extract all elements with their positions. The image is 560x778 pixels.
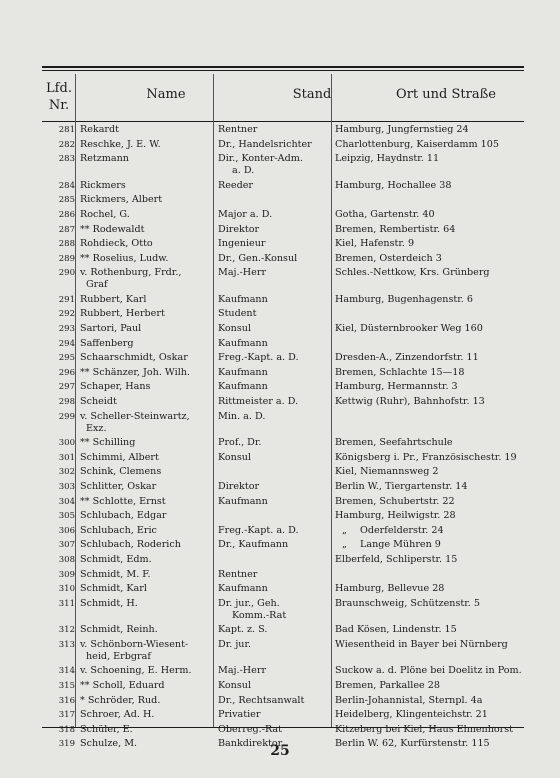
top-rule-thin: [42, 70, 524, 71]
row-name: Schmidt, M. F.: [80, 568, 151, 580]
row-name: v. Schönborn-Wiesent-: [80, 638, 189, 650]
row-ort-ditto: „: [342, 524, 347, 536]
row-stand: Dr. jur.: [218, 638, 252, 650]
row-number: 289: [58, 253, 75, 264]
header-name: Name: [146, 87, 186, 102]
row-name: Rohdieck, Otto: [80, 238, 153, 250]
table-row: [42, 598, 524, 625]
table-row: [42, 267, 524, 294]
row-name: ** Roselius, Ludw.: [80, 252, 169, 264]
row-ort: Heidelberg, Klingenteichstr. 21: [335, 709, 488, 721]
row-name: v. Schoening, E. Herm.: [80, 665, 192, 677]
row-name: Schroer, Ad. H.: [80, 709, 155, 721]
row-name: Schüler, E.: [80, 723, 133, 735]
header-stand: Stand: [292, 87, 332, 102]
row-stand: Dir., Konter-Adm.: [218, 153, 303, 165]
row-number: 287: [58, 224, 75, 235]
row-stand-continued: a. D.: [232, 165, 255, 177]
row-stand: Reeder: [218, 179, 253, 191]
row-ort: Berlin-Johannistal, Sternpl. 4a: [335, 694, 483, 706]
row-name: Schlitter, Oskar: [80, 480, 157, 492]
table-row: [42, 352, 524, 367]
row-ort: Bremen, Parkallee 28: [335, 679, 440, 691]
row-stand: Min. a. D.: [218, 410, 266, 422]
row-name-continued: heid, Erbgraf: [86, 650, 151, 662]
top-rule: [42, 66, 524, 68]
row-ort: Berlin W. 62, Kurfürstenstr. 115: [335, 738, 490, 750]
row-ort: Bremen, Seefahrtschule: [335, 437, 453, 449]
header-nr: Nr.: [48, 98, 70, 113]
row-ort: Dresden-A., Zinzendorfstr. 11: [335, 352, 479, 364]
table-row: [42, 294, 524, 309]
row-stand: Dr. jur., Geh.: [218, 597, 280, 609]
table-row: [42, 665, 524, 680]
row-ort: Bad Kösen, Lindenstr. 15: [335, 624, 457, 636]
table-row: [42, 510, 524, 525]
row-number: 303: [58, 481, 75, 492]
row-number: 295: [58, 353, 75, 364]
row-name: Schaper, Hans: [80, 381, 151, 393]
row-stand: Maj.-Herr: [218, 665, 267, 677]
row-name-continued: Exz.: [86, 422, 107, 434]
row-stand: Direktor: [218, 223, 260, 235]
row-ort: Lange Mühren 9: [360, 539, 441, 551]
row-number: 286: [58, 209, 75, 220]
row-name: Rubbert, Herbert: [80, 308, 165, 320]
table-row: [42, 624, 524, 639]
row-ort: Hamburg, Hermannstr. 3: [335, 381, 458, 393]
table-row: [42, 466, 524, 481]
table-row: [42, 124, 524, 139]
row-number: 308: [58, 554, 75, 565]
row-ort: Königsberg i. Pr., Französischestr. 19: [335, 451, 517, 463]
table-row: [42, 308, 524, 323]
table-row: [42, 525, 524, 540]
row-ort: Berlin W., Tiergartenstr. 14: [335, 480, 468, 492]
row-name: ** Scholl, Eduard: [80, 679, 165, 691]
row-stand: Dr., Gen.-Konsul: [218, 252, 298, 264]
table-row: [42, 139, 524, 154]
row-ort: Suckow a. d. Plöne bei Doelitz in Pom.: [335, 665, 522, 677]
row-stand: Oberreg.-Rat: [218, 723, 282, 735]
row-stand: Kaufmann: [218, 293, 268, 305]
row-number: 284: [58, 180, 75, 191]
row-ort: Charlottenburg, Kaiserdamm 105: [335, 138, 499, 150]
table-row: [42, 496, 524, 511]
row-name: v. Scheller-Steinwartz,: [80, 410, 190, 422]
row-number: 317: [58, 710, 75, 721]
row-number: 288: [58, 239, 75, 250]
table-row: [42, 153, 524, 180]
row-ort: Oderfelderstr. 24: [360, 524, 444, 536]
row-ort: Kitzeberg bei Kiel, Haus Elmenhorst: [335, 723, 514, 735]
table-row: [42, 452, 524, 467]
row-ort-ditto: „: [342, 539, 347, 551]
table-row: [42, 583, 524, 598]
row-name: Sartori, Paul: [80, 323, 142, 334]
row-name: Rickmers, Albert: [80, 194, 163, 206]
table-row: [42, 209, 524, 224]
bottom-rule: [42, 727, 524, 728]
row-ort: Wiesentheid in Bayer bei Nürnberg: [335, 638, 508, 650]
row-ort: Hamburg, Bugenhagenstr. 6: [335, 293, 473, 305]
row-number: 313: [58, 639, 75, 650]
row-ort: Hamburg, Jungfernstieg 24: [335, 124, 469, 135]
row-name: Saffenberg: [80, 337, 134, 349]
table-row: [42, 539, 524, 554]
row-ort: Bremen, Osterdeich 3: [335, 252, 442, 264]
row-number: 311: [58, 598, 75, 609]
row-name: Schulze, M.: [80, 738, 138, 750]
row-name: Reschke, J. E. W.: [80, 138, 161, 150]
row-stand: Rentner: [218, 568, 258, 580]
row-number: 292: [58, 309, 75, 320]
row-ort: Schles.-Nettkow, Krs. Grünberg: [335, 267, 490, 279]
row-number: 299: [58, 411, 75, 422]
row-name: Scheidt: [80, 396, 117, 407]
row-number: 306: [58, 525, 75, 536]
table-row: [42, 224, 524, 239]
row-name: Rickmers: [80, 179, 126, 191]
row-stand: Kaufmann: [218, 583, 268, 595]
table-row: [42, 709, 524, 724]
row-number: 309: [58, 569, 75, 580]
header-lfd-nr: [42, 80, 76, 114]
row-stand: Konsul: [218, 451, 252, 463]
row-number: 305: [58, 511, 75, 522]
row-ort: Kiel, Düsternbrooker Weg 160: [335, 323, 483, 334]
row-stand: Major a. D.: [218, 208, 273, 220]
row-number: 283: [58, 154, 75, 165]
row-stand: Kaufmann: [218, 495, 268, 507]
row-name: Schlubach, Eric: [80, 524, 157, 536]
row-name: * Schröder, Rud.: [80, 694, 161, 706]
page-number: 25: [270, 743, 290, 759]
row-name: Retzmann: [80, 153, 129, 165]
table-row: [42, 569, 524, 584]
row-number: 281: [58, 125, 75, 135]
row-name: Schimmi, Albert: [80, 451, 159, 463]
row-stand: Prof., Dr.: [218, 437, 262, 449]
row-number: 314: [58, 666, 75, 677]
row-ort: Hamburg, Hochallee 38: [335, 179, 452, 191]
table-row: [42, 437, 524, 452]
row-number: 319: [58, 739, 75, 750]
row-stand: Kaufmann: [218, 381, 268, 393]
row-name: v. Rothenburg, Frdr.,: [80, 267, 182, 279]
row-number: 296: [58, 367, 75, 378]
table-row: [42, 411, 524, 438]
table-row: [42, 639, 524, 666]
header-ort: Ort und Straße: [396, 87, 496, 102]
row-ort: Kiel, Niemannsweg 2: [335, 466, 439, 478]
row-number: 293: [58, 324, 75, 334]
table-row: [42, 338, 524, 353]
row-ort: Bremen, Schlachte 15—18: [335, 366, 465, 378]
table-row: [42, 323, 524, 338]
row-name: ** Schlotte, Ernst: [80, 495, 166, 507]
row-name: Schlubach, Roderich: [80, 539, 181, 551]
row-ort: Gotha, Gartenstr. 40: [335, 208, 435, 220]
row-stand: Dr., Kaufmann: [218, 539, 289, 551]
row-stand: Rentner: [218, 124, 258, 135]
row-stand: Direktor: [218, 480, 260, 492]
row-number: 302: [58, 467, 75, 478]
row-name: ** Rodewaldt: [80, 223, 145, 235]
row-name: Schmidt, Edm.: [80, 553, 152, 565]
row-number: 304: [58, 496, 75, 507]
row-name: ** Schänzer, Joh. Wilh.: [80, 366, 190, 378]
row-number: 316: [58, 695, 75, 706]
row-number: 318: [58, 724, 75, 735]
row-stand: Konsul: [218, 679, 252, 691]
row-stand: Bankdirektor: [218, 738, 283, 750]
row-number: 282: [58, 139, 75, 150]
table-row: [42, 680, 524, 695]
header-rule: [42, 121, 524, 122]
row-stand: Ingenieur: [218, 238, 266, 250]
row-stand: Konsul: [218, 323, 252, 334]
row-number: 285: [58, 195, 75, 206]
row-number: 307: [58, 540, 75, 551]
row-number: 290: [58, 268, 75, 279]
row-name: ** Schilling: [80, 437, 136, 449]
row-ort: Leipzig, Haydnstr. 11: [335, 153, 440, 165]
row-stand: Freg.-Kapt. a. D.: [218, 352, 299, 364]
row-name-continued: Graf: [86, 279, 108, 291]
header-lfd: Lfd.: [46, 81, 72, 96]
row-stand: Rittmeister a. D.: [218, 396, 299, 407]
table-row: [42, 381, 524, 396]
row-ort: Braunschweig, Schützenstr. 5: [335, 597, 480, 609]
row-name: Schmidt, Reinh.: [80, 624, 158, 636]
row-ort: Hamburg, Heilwigstr. 28: [335, 510, 456, 522]
row-stand: Kapt. z. S.: [218, 624, 268, 636]
table-row: [42, 554, 524, 569]
table-header: [42, 74, 524, 119]
row-ort: Hamburg, Bellevue 28: [335, 583, 445, 595]
row-number: 294: [58, 338, 75, 349]
row-name: Schaarschmidt, Oskar: [80, 352, 188, 364]
row-stand: Kaufmann: [218, 366, 268, 378]
row-name: Rubbert, Karl: [80, 293, 147, 305]
row-name: Schmidt, Karl: [80, 583, 147, 595]
row-name: Schlubach, Edgar: [80, 510, 167, 522]
table-row: [42, 194, 524, 209]
table-row: [42, 253, 524, 268]
row-name: Rekardt: [80, 124, 120, 135]
row-number: 312: [58, 625, 75, 636]
row-name: Rochel, G.: [80, 208, 130, 220]
row-stand: Privatier: [218, 709, 261, 721]
table-row: [42, 396, 524, 411]
row-stand-continued: Komm.-Rat: [232, 609, 287, 621]
row-stand: Dr., Rechtsanwalt: [218, 694, 305, 706]
row-name: Schmidt, H.: [80, 597, 138, 609]
table-row: [42, 695, 524, 710]
row-number: 310: [58, 584, 75, 595]
row-ort: Bremen, Rembertistr. 64: [335, 223, 456, 235]
row-ort: Kiel, Hafenstr. 9: [335, 238, 415, 250]
row-ort: Bremen, Schubertstr. 22: [335, 495, 455, 507]
row-number: 297: [58, 382, 75, 393]
row-stand: Student: [218, 308, 257, 320]
row-stand: Dr., Handelsrichter: [218, 138, 312, 150]
row-stand: Freg.-Kapt. a. D.: [218, 524, 299, 536]
row-number: 301: [58, 452, 75, 463]
table-row: [42, 367, 524, 382]
table-row: [42, 481, 524, 496]
row-number: 315: [58, 680, 75, 691]
row-number: 298: [58, 397, 75, 407]
table-row: [42, 724, 524, 739]
row-stand: Kaufmann: [218, 337, 268, 349]
row-stand: Maj.-Herr: [218, 267, 267, 279]
table-row: [42, 238, 524, 253]
row-number: 300: [58, 438, 75, 449]
row-number: 291: [58, 294, 75, 305]
row-ort: Kettwig (Ruhr), Bahnhofstr. 13: [335, 396, 485, 407]
table-row: [42, 180, 524, 195]
row-ort: Elberfeld, Schliperstr. 15: [335, 553, 458, 565]
row-name: Schink, Clemens: [80, 466, 162, 478]
